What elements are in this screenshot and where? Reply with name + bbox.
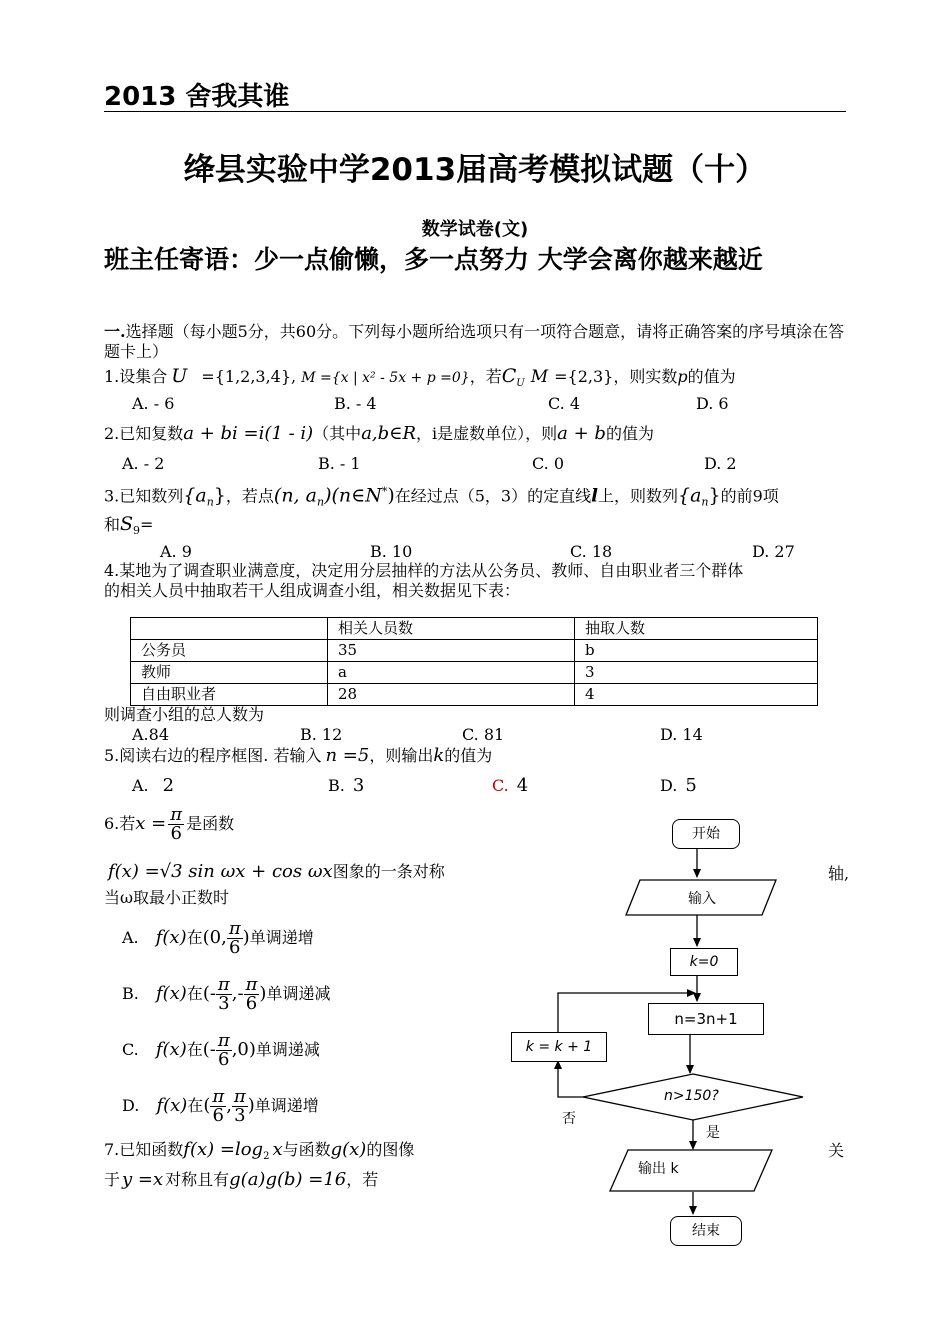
q7-guan: 关 xyxy=(828,1141,845,1160)
q3-eq: = xyxy=(140,515,154,534)
q5-letter: C. xyxy=(492,776,509,795)
option-open: (0, xyxy=(202,927,227,948)
q2-stem: 2.已知复数 xyxy=(104,424,184,443)
q1-complement-value: ={2,3} xyxy=(554,367,614,386)
q5-letter: A. xyxy=(132,776,149,795)
q6-line3: 当ω取最小正数时 xyxy=(104,888,230,907)
q5-letter: D. xyxy=(660,776,678,795)
q3-option-a: A. 9 xyxy=(160,542,192,561)
flow-start: 开始 xyxy=(672,819,740,849)
q4-option-a: A.84 xyxy=(132,725,169,744)
q7-line2c: ，若 xyxy=(346,1170,379,1189)
option-in: 在 xyxy=(186,1040,203,1059)
option-fx: f(x) xyxy=(155,983,187,1004)
frac-num: π xyxy=(217,1030,230,1051)
q3-point-sub: n xyxy=(316,495,325,509)
q3-point: (n, a xyxy=(273,484,317,507)
q3-an-2: {a xyxy=(677,484,702,507)
q6-fx: f(x) =√3 sin ωx + cos ωx xyxy=(108,861,333,882)
q6-x: x = xyxy=(135,813,167,834)
table-cell: 35 xyxy=(328,640,575,662)
q3-mid1: ，若点 xyxy=(225,486,274,506)
q3-an: {a xyxy=(183,484,207,507)
q1-complement-sub: U xyxy=(516,378,525,390)
q1-tail: ，则实数 xyxy=(613,367,678,386)
flow-k0: k=0 xyxy=(670,948,738,976)
option-fx: f(x) xyxy=(156,1095,188,1116)
option-mono: 单调递增 xyxy=(249,928,314,947)
q6-axis: 轴, xyxy=(828,864,850,883)
q4-option-b: B. 12 xyxy=(300,725,343,744)
q5-mid: ，则输出 xyxy=(369,746,434,765)
q5-n: n =5 xyxy=(325,745,370,766)
q1-option-a: A. - 6 xyxy=(132,394,175,413)
q3-tail: 的前9项 xyxy=(720,486,779,506)
option-in: 在 xyxy=(186,928,203,947)
q7-gg: g(a)g(b) =16 xyxy=(229,1169,347,1190)
frac-num: π xyxy=(245,974,258,995)
table-header-cell: 相关人员数 xyxy=(328,618,575,640)
q3-he: 和 xyxy=(104,515,121,534)
q1-complement-m: M xyxy=(530,367,549,387)
q2-apb: a + b xyxy=(557,423,606,444)
option-letter: C. xyxy=(122,1040,139,1059)
flow-k-update: k = k + 1 xyxy=(511,1032,607,1062)
q1-option-d: D. 6 xyxy=(696,394,729,413)
q5-value: 3 xyxy=(352,775,365,796)
table-cell: 4 xyxy=(575,684,818,706)
q3-an-sub-2: n xyxy=(701,495,709,509)
option-in: 在 xyxy=(187,1096,204,1115)
q3-point-end: ) xyxy=(387,484,395,507)
q1-ruo: 若 xyxy=(485,367,502,386)
q2-mid: ，i是虚数单位），则 xyxy=(416,424,558,443)
q3-mid3: 上，则数列 xyxy=(597,486,678,506)
table-cell: 3 xyxy=(575,662,818,684)
q3-l: l xyxy=(591,485,598,507)
q2-option-d: D. 2 xyxy=(704,454,737,473)
q6-stem: 6.若 xyxy=(104,814,136,833)
q7-yx: y =x xyxy=(122,1169,164,1190)
q2-ab: a,b∈R xyxy=(361,423,417,444)
q1-p: p xyxy=(677,367,688,386)
table-cell: 28 xyxy=(328,684,575,706)
option-in: 在 xyxy=(186,984,203,1003)
table-cell: a xyxy=(328,662,575,684)
q2-tail: 的值为 xyxy=(605,424,654,443)
flow-no: 否 xyxy=(562,1111,576,1127)
q3-an-close-2: } xyxy=(708,484,721,507)
q1-set-u: U xyxy=(171,365,188,387)
q3-an-sub: n xyxy=(206,495,214,509)
q3-option-b: B. 10 xyxy=(370,542,413,561)
q5-value: 5 xyxy=(685,775,697,796)
q7-line2b: 对称且有 xyxy=(165,1170,230,1189)
q6-fx-tail: 图象的一条对称 xyxy=(332,862,445,881)
q2-option-b: B. - 1 xyxy=(318,454,361,473)
option-mono: 单调递减 xyxy=(255,1040,320,1059)
page-title: 绛县实验中学2013届高考模拟试题（十） xyxy=(183,152,767,188)
frac-num: π xyxy=(217,974,230,995)
option-letter: B. xyxy=(122,984,139,1003)
frac-den: 6 xyxy=(212,1105,224,1126)
q7-fx: f(x) =log xyxy=(183,1139,264,1160)
q3-s-sub: 9 xyxy=(133,524,141,538)
q7-mid: 与函数 xyxy=(282,1140,331,1159)
header-label: 2013 舍我其谁 xyxy=(104,82,290,112)
q1-option-b: B. - 4 xyxy=(334,394,377,413)
question-1: 1.设集合 U ={1,2,3,4}, M ={x | x² - 5x + p =0}，若$C_U$ M ={2,3}，则实数p的值为 xyxy=(104,365,736,390)
q4-after: 则调查小组的总人数为 xyxy=(104,705,265,724)
table-cell: 公务员 xyxy=(131,640,328,662)
q1-option-c: C. 4 xyxy=(548,394,581,413)
q5-stem: 5.阅读右边的程序框图. 若输入 xyxy=(104,746,322,765)
frac-den: 3 xyxy=(234,1105,246,1126)
q3-mid2: 在经过点（5，3）的定直线 xyxy=(394,486,592,506)
option-mono: 单调递增 xyxy=(254,1096,319,1115)
frac-num: π xyxy=(233,1086,246,1107)
q3-option-c: C. 18 xyxy=(570,542,613,561)
q3-option-d: D. 27 xyxy=(752,542,795,561)
q7-gx: g(x) xyxy=(330,1139,367,1160)
flow-condition: n>150? xyxy=(664,1088,719,1104)
q3-stem: 3.已知数列 xyxy=(104,486,184,506)
q4-line2: 的相关人员中抽取若干人组成调查小组，相关数据见下表： xyxy=(104,581,521,600)
flow-n-update: n=3n+1 xyxy=(648,1003,764,1035)
q7-yu: 于 xyxy=(104,1170,121,1189)
option-open: (- xyxy=(202,983,216,1004)
q2-option-a: A. - 2 xyxy=(122,454,165,473)
q7-tail: 的图像 xyxy=(366,1140,415,1159)
option-letter: A. xyxy=(122,928,139,947)
q1-tail2: 的值为 xyxy=(687,367,736,386)
q3-point-sup: * xyxy=(381,485,388,498)
q1-set-m: M ={x | x² - 5x + p =0} xyxy=(301,370,470,386)
table-cell: 自由职业者 xyxy=(131,684,328,706)
option-close: ,0) xyxy=(231,1039,256,1060)
table-cell: 教师 xyxy=(131,662,328,684)
q5-letter: B. xyxy=(328,776,345,795)
q4-option-c: C. 81 xyxy=(462,725,505,744)
option-close: ) xyxy=(242,927,250,948)
q3-s: S xyxy=(120,513,134,535)
option-mono: 单调递减 xyxy=(266,984,331,1003)
frac-den: 6 xyxy=(229,937,241,958)
flow-output: 输出 k xyxy=(638,1161,679,1177)
frac-den: 6 xyxy=(245,993,258,1014)
page-subtitle: 数学试卷(文) xyxy=(421,219,529,240)
q7-stem: 7.已知函数 xyxy=(104,1140,184,1159)
q5-tail: 的值为 xyxy=(444,746,493,765)
frac-den: 3 xyxy=(218,993,230,1014)
option-sep: ,- xyxy=(231,983,244,1004)
frac-num: π xyxy=(212,1086,225,1107)
q3-an-close: } xyxy=(213,484,226,507)
frac-num: π xyxy=(170,804,183,825)
q5-value: 4 xyxy=(516,775,529,796)
flow-yes: 是 xyxy=(706,1125,720,1141)
q1-set-u-value: ={1,2,3,4} xyxy=(201,367,292,386)
option-sep: , xyxy=(226,1095,232,1116)
section-number: 一. xyxy=(104,322,126,341)
option-open: (- xyxy=(202,1039,216,1060)
flow-end: 结束 xyxy=(670,1216,742,1246)
teacher-motto: 班主任寄语：少一点偷懒，多一点努力 大学会离你越来越近 xyxy=(104,245,763,274)
section-instructions: 选择题（每小题5分，共60分。下列每小题所给选项只有一项符合题意，请将正确答案的序号填涂在答题卡上） xyxy=(104,322,845,361)
q6-tail: 是函数 xyxy=(186,814,235,833)
option-close: ) xyxy=(247,1095,255,1116)
q4-option-d: D. 14 xyxy=(660,725,703,744)
table-header-cell: 抽取人数 xyxy=(575,618,818,640)
frac-num: π xyxy=(228,918,241,939)
q5-value: 2 xyxy=(162,775,175,796)
option-letter: D. xyxy=(122,1096,140,1115)
option-fx: f(x) xyxy=(155,1039,187,1060)
q7-x: x xyxy=(272,1139,283,1160)
frac-den: 6 xyxy=(170,823,182,844)
q4-line1: 4.某地为了调查职业满意度，决定用分层抽样的方法从公务员、教师、自由职业者三个群体 xyxy=(104,561,744,580)
q7-base: 2 xyxy=(263,1151,270,1163)
option-fx: f(x) xyxy=(155,927,187,948)
q1-complement: C xyxy=(501,365,517,387)
q2-expr: a + bi =i(1 - i) xyxy=(183,423,314,444)
flow-input: 输入 xyxy=(688,891,716,907)
frac-den: 6 xyxy=(218,1049,230,1070)
q3-point-close: )(n∈N xyxy=(324,484,382,507)
q5-k: k xyxy=(433,745,445,766)
option-close: ) xyxy=(259,983,267,1004)
q2-paren: （其中 xyxy=(313,424,362,443)
option-open: ( xyxy=(203,1095,211,1116)
q2-option-c: C. 0 xyxy=(532,454,565,473)
q1-stem: 1.设集合 xyxy=(104,367,168,386)
table-cell: b xyxy=(575,640,818,662)
